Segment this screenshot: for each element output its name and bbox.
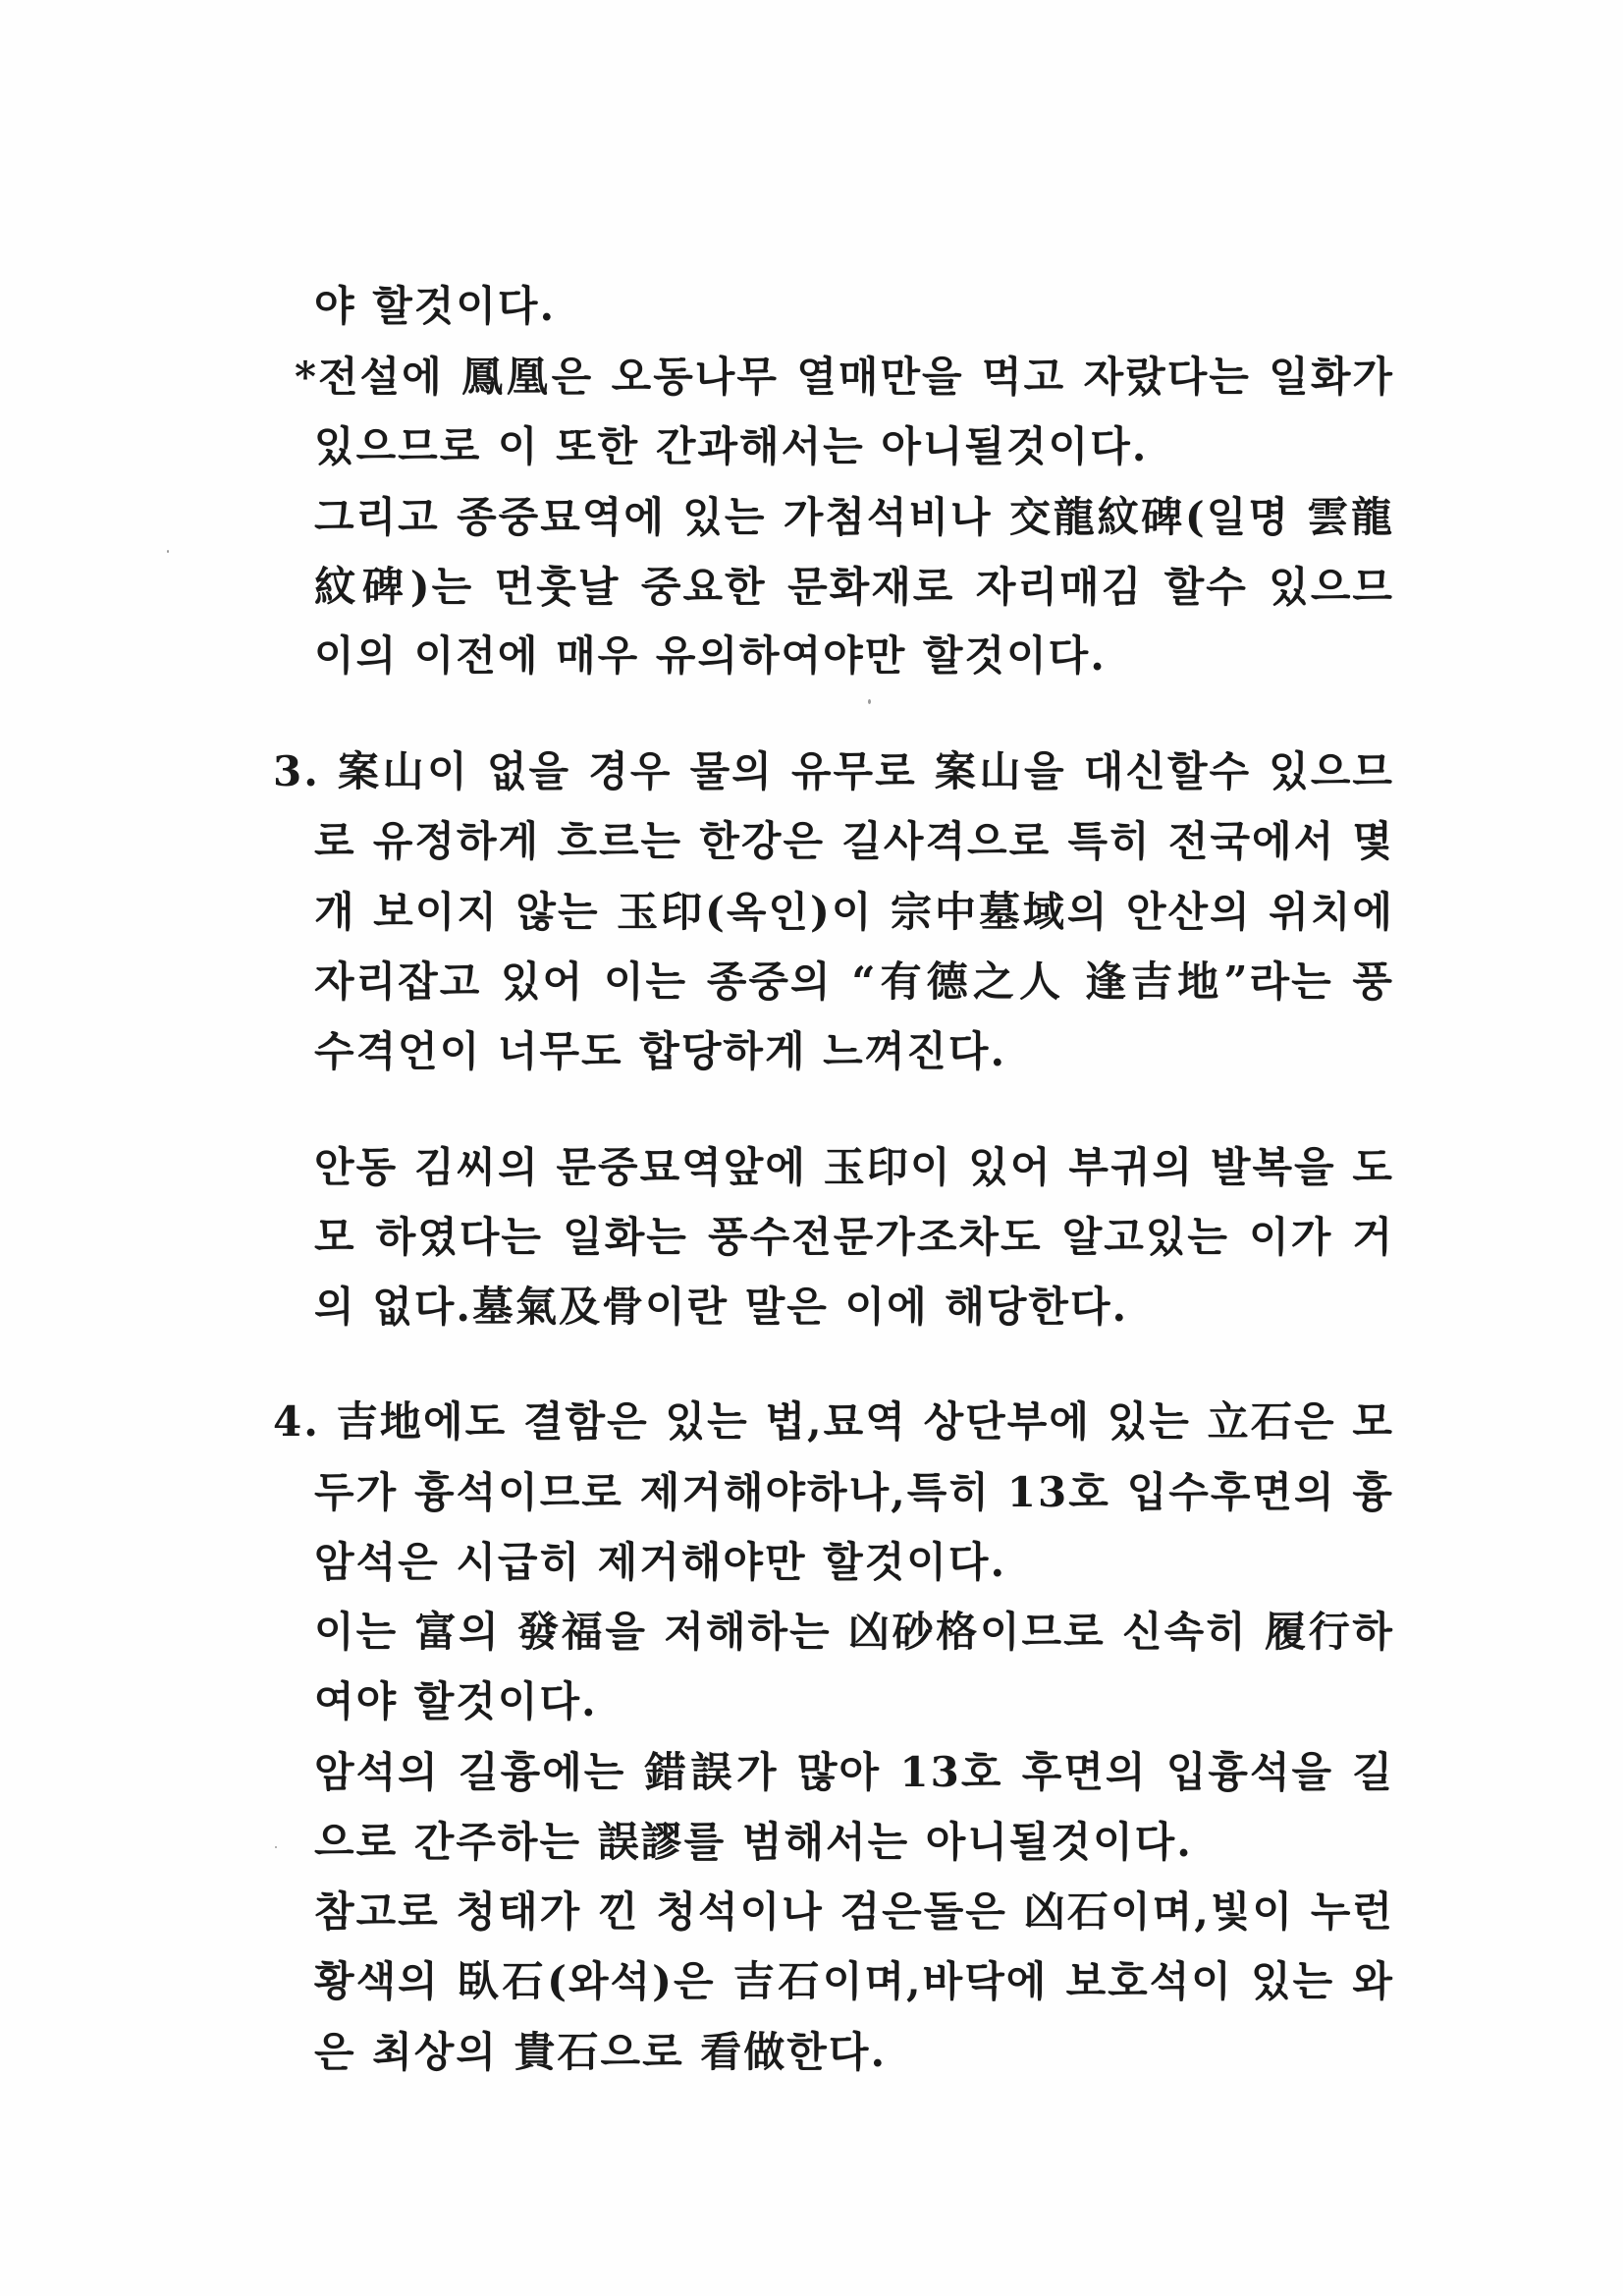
item-3-line-3: 개 보이지 않는 玉印(옥인)이 宗中墓域의 안산의 위치에 xyxy=(314,888,1394,936)
item-4-line-3: 암석은 시급히 제거해야만 할것이다. xyxy=(314,1538,1007,1586)
item-4-line-5: 여야 할것이다. xyxy=(314,1677,598,1725)
item-3-line-5: 수격언이 너무도 합당하게 느껴진다. xyxy=(314,1027,1007,1075)
item-3-line-1: 3. 案山이 없을 경우 물의 유무로 案山을 대신할수 있으므 xyxy=(273,747,1394,795)
andong-line-2: 모 하였다는 일화는 풍수전문가조차도 알고있는 이가 거 xyxy=(314,1213,1394,1261)
scan-speck xyxy=(275,1846,277,1848)
andong-line-3: 의 없다.墓氣及骨이란 말은 이에 해당한다. xyxy=(314,1283,1129,1331)
text-line-1: 야 할것이다. xyxy=(314,282,557,330)
item-4-line-7: 으로 간주하는 誤謬를 범해서는 아니될것이다. xyxy=(314,1818,1193,1866)
item-4-line-9: 황색의 臥石(와석)은 吉石이며,바닥에 보호석이 있는 와 xyxy=(314,1957,1394,2005)
item-4-line-4: 이는 富의 發福을 저해하는 凶砂格이므로 신속히 履行하 xyxy=(314,1608,1394,1656)
andong-line-1: 안동 김씨의 문중묘역앞에 玉印이 있어 부귀의 발복을 도 xyxy=(314,1143,1394,1191)
text-line-3: 있으므로 이 또한 간과해서는 아니될것이다. xyxy=(314,422,1149,470)
text-line-4: 그리고 종중묘역에 있는 가첨석비나 交龍紋碑(일명 雲龍 xyxy=(314,493,1394,541)
text-line-2: *전설에 鳳凰은 오동나무 열매만을 먹고 자랐다는 일화가 xyxy=(295,353,1394,401)
item-4-line-10: 은 최상의 貴石으로 看做한다. xyxy=(314,2028,888,2076)
scan-speck xyxy=(868,699,871,704)
item-4-line-8: 참고로 청태가 낀 청석이나 검은돌은 凶石이며,빛이 누런 xyxy=(314,1887,1394,1936)
item-3-line-4: 자리잡고 있어 이는 종중의 “有德之人 逢吉地”라는 풍 xyxy=(314,957,1394,1006)
item-3-line-2: 로 유정하게 흐르는 한강은 길사격으로 특히 전국에서 몇 xyxy=(314,817,1394,865)
item-4-line-1: 4. 吉地에도 결함은 있는 법,묘역 상단부에 있는 立石은 모 xyxy=(273,1397,1394,1446)
text-line-6: 이의 이전에 매우 유의하여야만 할것이다. xyxy=(314,631,1107,680)
item-4-line-6: 암석의 길흉에는 錯誤가 많아 13호 후면의 입흉석을 길 xyxy=(314,1748,1394,1796)
text-line-5: 紋碑)는 먼훗날 중요한 문화재로 자리매김 할수 있으므 xyxy=(314,563,1394,611)
item-4-line-2: 두가 흉석이므로 제거해야하나,특히 13호 입수후면의 흉 xyxy=(314,1468,1394,1516)
scan-speck xyxy=(167,550,169,553)
